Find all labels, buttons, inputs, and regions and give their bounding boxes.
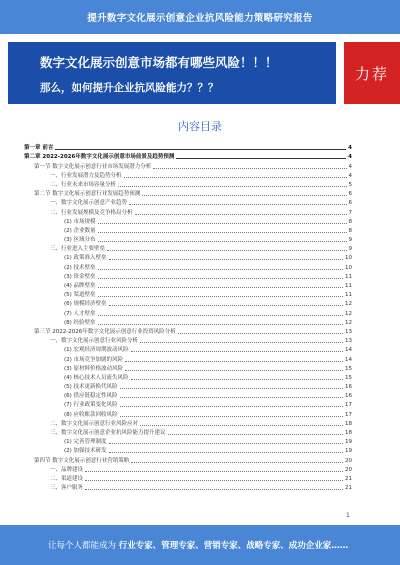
toc-leader bbox=[125, 361, 343, 362]
toc-leader bbox=[98, 269, 343, 270]
toc-entry[interactable] bbox=[24, 226, 352, 235]
toc-leader bbox=[120, 406, 343, 407]
toc-entry-page: 8 bbox=[348, 218, 352, 225]
toc-entry[interactable] bbox=[24, 262, 352, 271]
toc-entry-page: 17 bbox=[345, 411, 352, 418]
toc-entry[interactable] bbox=[24, 400, 352, 409]
toc-leader bbox=[109, 259, 343, 260]
toc-entry[interactable] bbox=[24, 272, 352, 281]
toc-leader bbox=[109, 305, 343, 306]
hero-banner bbox=[0, 42, 400, 104]
toc-entry-text: (1) 宏观经济周期波动风险 bbox=[64, 347, 129, 354]
toc-entry[interactable] bbox=[24, 253, 352, 262]
toc-entry[interactable] bbox=[24, 318, 352, 327]
toc-entry-page: 6 bbox=[348, 200, 352, 207]
toc-entry-page: 19 bbox=[345, 448, 352, 455]
toc-leader bbox=[142, 195, 346, 196]
toc-leader bbox=[85, 489, 343, 490]
toc-entry-page: 10 bbox=[345, 264, 352, 271]
toc-entry-page: 8 bbox=[348, 227, 352, 234]
toc-entry-page: 11 bbox=[345, 273, 352, 280]
toc-leader bbox=[109, 443, 343, 444]
toc-entry-text: (6) 规模经济壁垒 bbox=[64, 301, 107, 308]
toc-leader bbox=[140, 425, 343, 426]
toc-entry-page: 7 bbox=[348, 209, 352, 216]
toc-leader bbox=[125, 370, 343, 371]
toc-entry-page: 16 bbox=[345, 384, 352, 391]
toc-leader bbox=[120, 388, 343, 389]
toc-leader bbox=[98, 232, 347, 233]
toc-leader bbox=[124, 177, 347, 178]
toc-leader bbox=[85, 471, 343, 472]
toc-entry-page: 12 bbox=[345, 319, 352, 326]
toc-entry[interactable] bbox=[24, 180, 352, 189]
toc-entry-text: (2) 加强技术研发 bbox=[64, 448, 107, 455]
toc-leader bbox=[131, 379, 343, 380]
toc-entry[interactable] bbox=[24, 345, 352, 354]
toc-entry-page: 12 bbox=[345, 310, 352, 317]
toc-leader bbox=[107, 250, 346, 251]
toc-entry-page: 21 bbox=[345, 485, 352, 492]
toc-entry-text: (2) 技术壁垒 bbox=[64, 264, 96, 271]
toc-entry-text: 三、数字文化展示创意企业抗风险能力提升建议 bbox=[50, 430, 166, 436]
toc-entry-text: (8) 应收账款回收风险 bbox=[64, 411, 118, 418]
toc-entry-text: (8) 经验壁垒 bbox=[64, 319, 96, 326]
hero-subheadline: 那么，如何提升企业抗风险能力？？？ bbox=[40, 82, 219, 94]
toc-entry-text: (1) 完善管理制度 bbox=[64, 439, 107, 446]
toc-entry-text: 第二节 数字文化展示创意行业发展趋势预测 bbox=[34, 191, 141, 198]
toc-leader bbox=[131, 462, 343, 463]
toc-entry-page: 4 bbox=[348, 163, 352, 170]
toc-leader bbox=[98, 278, 343, 279]
toc-entry-text: (7) 行业政策变化风险 bbox=[64, 402, 118, 409]
toc-leader bbox=[109, 452, 343, 453]
toc-entry-page: 4 bbox=[348, 172, 352, 179]
toc-entry[interactable] bbox=[24, 198, 352, 207]
footer-banner bbox=[0, 525, 400, 565]
toc-leader bbox=[135, 214, 347, 215]
toc-entry-text: 三、行业进入主要壁垒 bbox=[50, 246, 106, 253]
toc-entry-page: 15 bbox=[345, 374, 352, 381]
toc-entry[interactable] bbox=[24, 483, 352, 492]
toc-entry-page: 4 bbox=[348, 154, 352, 161]
toc-entry-page: 13 bbox=[345, 328, 352, 335]
hero-headline: 数字文化展示创意市场都有哪些风险！！！ bbox=[40, 55, 278, 70]
toc-entry[interactable] bbox=[24, 143, 352, 152]
toc-entry-text: 第三节 2022-2026年数字文化展示创意行业投资风险分析 bbox=[34, 328, 176, 335]
table-of-contents bbox=[24, 143, 352, 492]
toc-entry[interactable] bbox=[24, 391, 352, 400]
toc-entry[interactable] bbox=[24, 364, 352, 373]
toc-entry-page: 21 bbox=[345, 475, 352, 482]
toc-entry[interactable] bbox=[24, 308, 352, 317]
toc-leader bbox=[98, 287, 343, 288]
toc-leader bbox=[178, 333, 343, 334]
toc-entry-text: (1) 政策准入壁垒 bbox=[64, 255, 107, 262]
toc-entry-page: 18 bbox=[345, 420, 352, 427]
toc-leader bbox=[176, 158, 346, 159]
toc-entry[interactable] bbox=[24, 290, 352, 299]
toc-entry-page: 5 bbox=[348, 181, 352, 188]
top-banner bbox=[0, 0, 400, 34]
toc-entry[interactable] bbox=[24, 336, 352, 345]
toc-entry-page: 10 bbox=[345, 255, 352, 262]
toc-title: 内容目录 bbox=[178, 120, 222, 133]
toc-leader bbox=[131, 351, 343, 352]
toc-entry[interactable] bbox=[24, 217, 352, 226]
toc-leader bbox=[98, 324, 343, 325]
toc-entry-page: 17 bbox=[345, 402, 352, 409]
toc-entry-text: 一、数字文化展示创意行业风险分析 bbox=[50, 338, 139, 345]
toc-entry[interactable] bbox=[24, 428, 352, 437]
toc-entry-page: 4 bbox=[348, 145, 352, 152]
toc-entry-text: (5) 技术更新换代风险 bbox=[64, 384, 118, 391]
toc-leader bbox=[129, 204, 346, 205]
toc-entry-text: (2) 企业数量 bbox=[64, 227, 96, 234]
toc-entry[interactable] bbox=[24, 437, 352, 446]
report-title: 提升数字文化展示创意企业抗风险能力策略研究报告 bbox=[87, 13, 313, 24]
toc-entry-text: (4) 品牌壁垒 bbox=[64, 283, 96, 289]
toc-entry-text: (3) 资金壁垒 bbox=[64, 273, 96, 280]
toc-entry[interactable] bbox=[24, 373, 352, 382]
toc-entry-page: 13 bbox=[345, 338, 352, 345]
toc-entry[interactable] bbox=[24, 382, 352, 391]
toc-entry-text: (4) 核心技术人员流失风险 bbox=[64, 374, 129, 381]
toc-entry-text: 二、渠道建设 bbox=[50, 475, 84, 482]
toc-entry-page: 14 bbox=[345, 347, 352, 354]
toc-entry-text: (3) 原材料价格波动风险 bbox=[64, 365, 124, 372]
toc-entry-text: 一、行业发展潜力及趋势分析 bbox=[50, 172, 122, 179]
toc-entry[interactable] bbox=[24, 281, 352, 290]
toc-entry-text: (6) 供应链稳定性风险 bbox=[64, 393, 118, 400]
toc-entry-page: 12 bbox=[345, 301, 352, 308]
toc-entry[interactable] bbox=[24, 244, 352, 253]
page-number: 1 bbox=[346, 512, 350, 519]
toc-leader bbox=[98, 296, 343, 297]
toc-entry[interactable] bbox=[24, 189, 352, 198]
toc-entry-text: (7) 人才壁垒 bbox=[64, 310, 96, 317]
toc-entry-text: (2) 市场竞争加剧的风险 bbox=[64, 356, 124, 363]
footer-slogan bbox=[0, 539, 348, 551]
toc-leader bbox=[120, 416, 343, 417]
toc-entry-text: 第二章 2022-2026年数字文化展示创意市场前景及趋势预测 bbox=[24, 154, 175, 161]
toc-leader bbox=[55, 149, 346, 150]
toc-entry-text: (5) 渠道壁垒 bbox=[64, 292, 96, 299]
toc-entry[interactable] bbox=[24, 327, 352, 336]
toc-entry[interactable] bbox=[24, 207, 352, 216]
toc-entry[interactable] bbox=[24, 446, 352, 455]
toc-entry[interactable] bbox=[24, 171, 352, 180]
toc-entry-text: 三、客户服务 bbox=[50, 485, 84, 492]
recommend-badge bbox=[344, 42, 400, 104]
toc-leader bbox=[118, 186, 346, 187]
toc-entry[interactable] bbox=[24, 409, 352, 418]
toc-entry-text: 一、品牌建设 bbox=[50, 466, 84, 473]
toc-entry-text: 二、行业未来市场容量分析 bbox=[50, 181, 117, 188]
toc-entry-text: (1) 市场规模 bbox=[64, 218, 96, 225]
toc-leader bbox=[98, 315, 343, 316]
toc-entry[interactable] bbox=[24, 161, 352, 170]
toc-entry[interactable] bbox=[24, 474, 352, 483]
footer-lead: 让每个人都能成为 bbox=[48, 541, 117, 551]
toc-entry[interactable] bbox=[24, 465, 352, 474]
toc-entry-page: 9 bbox=[348, 246, 352, 253]
toc-leader bbox=[168, 434, 343, 435]
footer-roles: 行业专家、管理专家、营销专家、战略专家、成功企业家…… bbox=[118, 541, 349, 551]
toc-entry-text: 第一节 数字文化展示创意行业市场发展潜力分析 bbox=[34, 163, 152, 170]
toc-leader bbox=[140, 342, 343, 343]
toc-entry-page: 6 bbox=[348, 191, 352, 198]
toc-entry-text: 二、数字文化展示创意行业风险应对 bbox=[50, 420, 139, 427]
toc-entry-text: 二、行业发展规模及竞争格局分析 bbox=[50, 209, 133, 216]
toc-entry-page: 20 bbox=[345, 466, 352, 473]
toc-leader bbox=[153, 168, 346, 169]
toc-entry-page: 16 bbox=[345, 393, 352, 400]
toc-entry-page: 15 bbox=[345, 365, 352, 372]
toc-leader bbox=[120, 397, 343, 398]
toc-entry-page: 11 bbox=[345, 292, 352, 299]
toc-leader bbox=[85, 480, 343, 481]
toc-entry-page: 14 bbox=[345, 356, 352, 363]
toc-entry-text: 第一章 前言 bbox=[24, 145, 54, 152]
toc-leader bbox=[98, 223, 347, 224]
toc-entry-text: 一、数字文化展示创意产业趋势 bbox=[50, 200, 128, 207]
toc-entry[interactable] bbox=[24, 455, 352, 464]
toc-entry-page: 20 bbox=[345, 457, 352, 464]
toc-entry-text: 第四节 数字文化展示创意行业营销策略 bbox=[34, 457, 130, 464]
toc-entry-text: (3) 区域分布 bbox=[64, 237, 96, 244]
toc-entry[interactable] bbox=[24, 419, 352, 428]
toc-entry-page: 18 bbox=[345, 430, 352, 436]
toc-entry-page: 11 bbox=[345, 283, 352, 289]
toc-entry[interactable] bbox=[24, 235, 352, 244]
toc-entry-page: 19 bbox=[345, 439, 352, 446]
toc-entry[interactable] bbox=[24, 354, 352, 363]
toc-entry[interactable] bbox=[24, 152, 352, 161]
toc-leader bbox=[98, 241, 347, 242]
badge-label: 力荐 bbox=[354, 64, 389, 83]
toc-entry[interactable] bbox=[24, 299, 352, 308]
toc-entry-page: 9 bbox=[348, 237, 352, 244]
